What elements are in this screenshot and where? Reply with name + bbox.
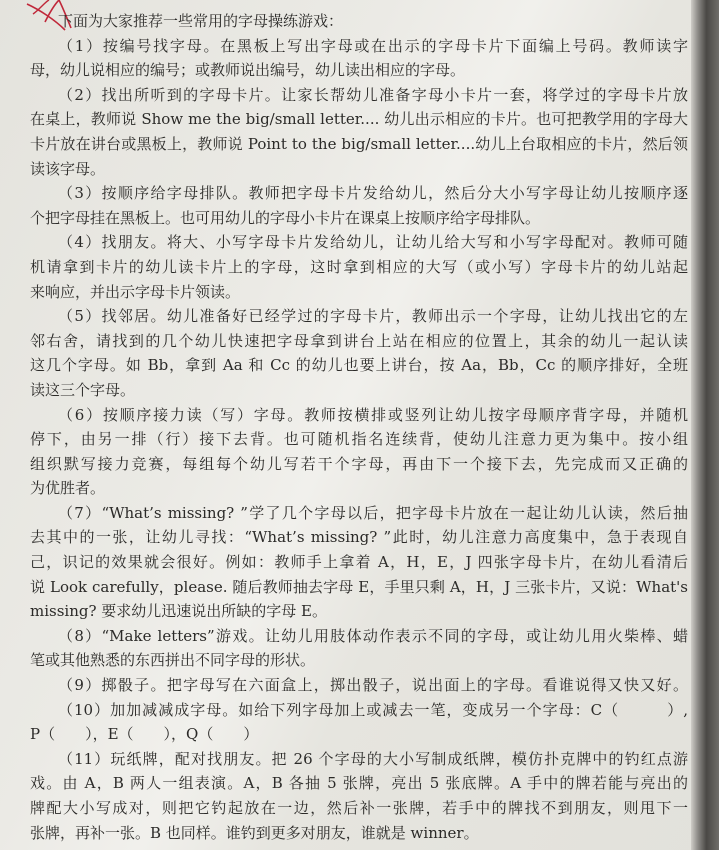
- text-line: 戏。由 A，B 两人一组表演。A，B 各抽 5 张牌，亮出 5 张底牌。A 手中的牌若能与亮出的: [30, 774, 688, 793]
- text-line: 笔或其他熟悉的东西拼出不同字母的形状。: [30, 651, 316, 670]
- game-paragraph-11: [30, 747, 688, 845]
- text-line: 说 Look carefully，please. 随后教师抽去字母 E，手里只剩 A，H，J 三张卡片，又说：What's: [30, 577, 688, 596]
- text-line: （3）按顺序给字母排队。教师把字母卡片发给幼儿，然后分大小写字母让幼儿按顺序逐: [58, 184, 688, 203]
- text-line: 下面为大家推荐一些常用的字母操练游戏：: [58, 12, 344, 30]
- text-line: 卡片放在讲台或黑板上，教师说 Point to the big/small letter....幼儿上台取相应的卡片，然后领: [30, 134, 688, 153]
- text-line: 在桌上，教师说 Show me the big/small letter.... 幼儿出示相应的卡片。也可把教学用的字母大: [30, 110, 688, 129]
- text-line: （4）找朋友。将大、小写字母卡片发给幼儿，让幼儿给大写和小写字母配对。教师可随: [58, 233, 688, 252]
- text-line: 个把字母挂在黑板上。也可用幼儿的字母小卡片在课桌上按顺序给字母排队。: [30, 208, 541, 227]
- game-paragraph-5: [30, 304, 688, 402]
- text-line: （6）按顺序接力读（写）字母。教师按横排或竖列让幼儿按字母顺序背字母，并随机: [58, 405, 688, 424]
- text-line: 去其中的一张，让幼儿寻找：“What’s missing? ”此时，幼儿注意力高度集中，急于表现自: [30, 528, 688, 547]
- text-line: P（ ），E（ ），Q（ ）: [30, 725, 259, 744]
- text-line: missing? 要求幼儿迅速说出所缺的字母 E。: [30, 602, 328, 621]
- text-line: （8）“Make letters”游戏。让幼儿用肢体动作表示不同的字母，或让幼儿用火柴棒、蜡: [58, 626, 688, 645]
- text-line: 来响应，并出示字母卡片领读。: [30, 282, 241, 301]
- text-line: 读这三个字母。: [30, 380, 136, 399]
- text-line: （2）找出所听到的字母卡片。让家长帮幼儿准备字母小卡片一套，将学过的字母卡片放: [58, 85, 688, 104]
- text-line: （7）“What’s missing? ”学了几个字母以后，把字母卡片放在一起让幼儿认读，然后抽: [58, 503, 688, 522]
- text-line: （11）玩纸牌，配对找朋友。把 26 个字母的大小写制成纸牌，模仿扑克牌中的钓红点游: [58, 749, 688, 768]
- text-line: （1）按编号找字母。在黑板上写出字母或在出示的字母卡片下面编上号码。教师读字: [58, 36, 688, 55]
- text-line: （5）找邻居。幼儿准备好已经学过的字母卡片，教师出示一个字母，让幼儿找出它的左: [58, 307, 688, 326]
- game-paragraph-1: [30, 34, 688, 83]
- text-line: 己，识记的效果就会很好。例如：教师手上拿着 A，H，E，J 四张字母卡片，在幼儿看清后: [30, 553, 688, 572]
- text-line: 张牌，再补一张。B 也同样。谁钓到更多对朋友，谁就是 winner。: [30, 823, 479, 842]
- intro-paragraph: [30, 9, 688, 34]
- game-paragraph-8: [30, 624, 688, 673]
- text-line: 机请拿到卡片的幼儿读卡片上的字母，这时拿到相应的大写（或小写）字母卡片的幼儿站起: [30, 257, 688, 276]
- text-line: 牌配大小写成对，则把它钓起放在一边，然后补一张牌，若手中的牌找不到朋友，则甩下一: [30, 799, 688, 817]
- text-line: 这几个字母。如 Bb，拿到 Aa 和 Cc 的幼儿也要上讲台，按 Aa，Bb，Cc 的顺序排好，全班: [30, 356, 688, 375]
- text-line: （10）加加减减成字母。如给下列字母加上或减去一笔，变成另一个字母：C（ ）,: [58, 700, 688, 719]
- text-line: 为优胜者。: [30, 479, 106, 498]
- book-spine-edge: [691, 0, 719, 850]
- text-line: （9）掷骰子。把字母写在六面盒上，掷出骰子，说出面上的字母。看谁说得又快又好。: [58, 676, 688, 695]
- text-line: 母，幼儿说相应的编号；或教师说出编号，幼儿读出相应的字母。: [30, 61, 466, 80]
- game-paragraph-9: [30, 673, 688, 698]
- game-paragraph-2: [30, 83, 688, 181]
- text-line: 邻右舍，请找到的几个幼儿快速把字母拿到讲台上站在相应的位置上，其余的幼儿一起认读: [30, 331, 688, 350]
- text-line: 组织默写接力竞赛，每组每个幼儿写若干个字母，再由下一个接下去，先完成而又正确的: [30, 454, 688, 473]
- text-line: 读该字母。: [30, 159, 106, 178]
- game-paragraph-10: [30, 698, 688, 747]
- game-paragraph-4: [30, 230, 688, 304]
- text-line: 停下，由另一排（行）接下去背。也可随机指名连续背，使幼儿注意力更为集中。按小组: [30, 430, 688, 449]
- game-paragraph-7: [30, 501, 688, 624]
- game-paragraph-3: [30, 181, 688, 230]
- game-paragraph-6: [30, 403, 688, 501]
- document-page: [30, 9, 688, 845]
